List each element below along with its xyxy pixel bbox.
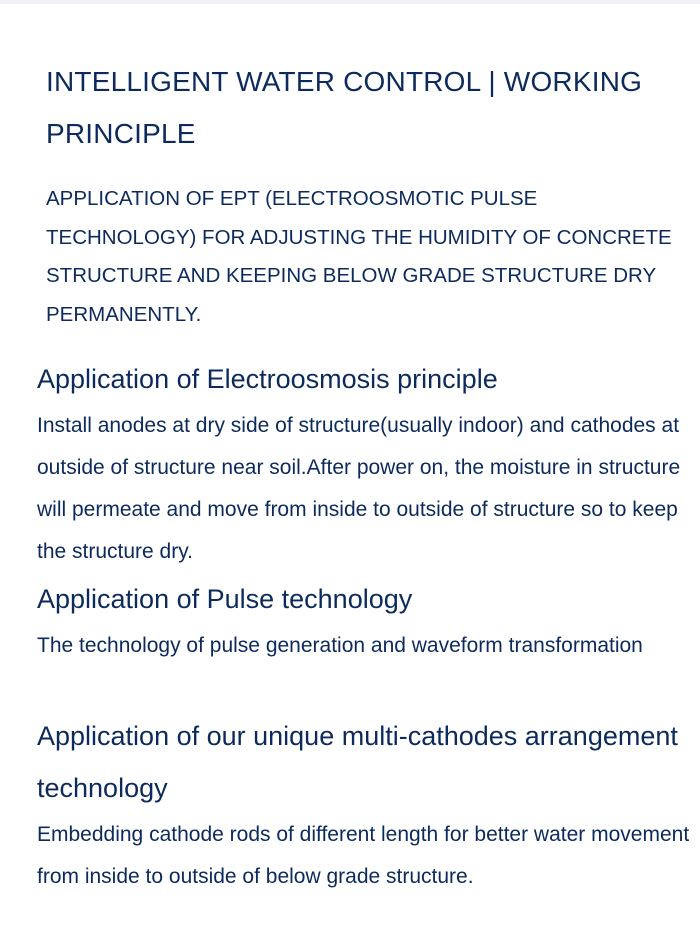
section-heading: Application of Electroosmosis principle: [37, 364, 498, 394]
top-divider-strip: [0, 0, 700, 4]
section-body: The technology of pulse generation and waveform transformation: [37, 634, 643, 657]
section-multi-cathodes: [37, 710, 697, 898]
section-heading: Application of our unique multi-cathodes arrangement technology: [37, 721, 678, 803]
intro-paragraph: APPLICATION OF EPT (ELECTROOSMOTIC PULSE TECHNOLOGY) FOR ADJUSTING THE HUMIDITY OF CONCRETE STRUCTURE AND KEEPING BELOW GRADE STRUCTURE DRY PERMANENTLY.: [46, 187, 672, 326]
page-title: INTELLIGENT WATER CONTROL | WORKING PRINCIPLE: [46, 66, 643, 149]
section-body: Install anodes at dry side of structure(usually indoor) and cathodes at outside of structure near soil.After power on, the moisture in structure will permeate and move from inside to outside of structure so to keep the structure dry.: [37, 414, 681, 563]
section-electroosmosis: [37, 353, 697, 573]
section-body: Embedding cathode rods of different length for better water movement from inside to outside of below grade structure.: [37, 823, 690, 888]
section-heading: Application of Pulse technology: [37, 584, 413, 614]
section-pulse-technology: [37, 573, 697, 667]
